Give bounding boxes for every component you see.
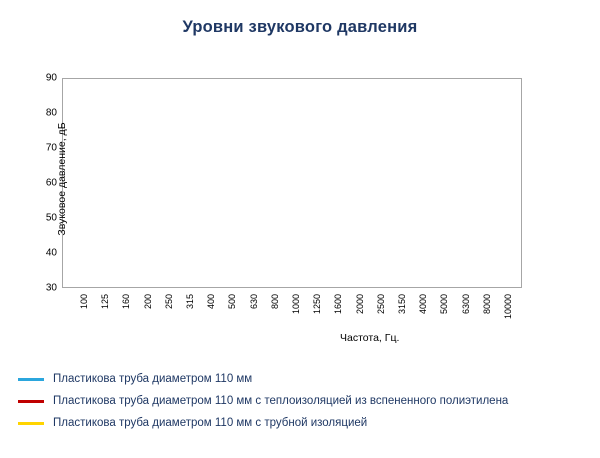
y-axis-label: Звуковое давление, дБ [56,122,68,236]
legend-item-label: Пластикова труба диаметром 110 мм с теплоизоляцией из вспененного полиэтилена [53,395,509,407]
x-tick-label: 1250 [312,294,323,315]
legend-item-label: Пластикова труба диаметром 110 мм [53,373,253,385]
x-tick-label: 4000 [418,294,429,315]
legend-color-swatch [18,378,44,381]
x-tick-label: 2000 [354,294,365,315]
x-axis-label: Частота, Гц. [340,332,400,344]
x-tick-label: 2500 [375,294,386,315]
legend-item[interactable] [18,412,593,434]
x-tick-label: 250 [163,294,174,310]
x-tick-label: 630 [248,294,259,310]
x-tick-label: 8000 [481,294,492,315]
y-tick-label: 50 [45,212,57,224]
y-tick-label: 80 [45,107,57,119]
x-tick-label: 1600 [333,294,344,315]
y-tick-label: 90 [45,72,57,84]
chart-legend [18,368,593,434]
x-tick-label: 800 [269,294,280,310]
x-tick-label: 10000 [503,294,513,320]
x-tick-label: 5000 [439,294,450,315]
x-tick-label: 6300 [460,294,471,315]
y-tick-label: 70 [45,142,57,154]
x-tick-label: 400 [206,294,217,310]
y-tick-label: 30 [45,282,57,294]
page-title: Уровни звукового давления [182,18,418,36]
x-tick-label: 1000 [291,294,301,315]
legend-item[interactable] [18,390,593,412]
x-tick-label: 500 [227,294,238,310]
x-tick-label: 200 [142,294,153,310]
x-tick-label: 315 [185,294,195,310]
legend-item[interactable] [18,368,593,390]
x-tick-label: 125 [100,294,111,310]
y-tick-label: 60 [45,177,57,189]
legend-color-swatch [18,400,44,403]
x-tick-label: 160 [121,294,132,310]
legend-color-swatch [18,422,44,425]
plot-area [45,72,522,320]
legend-item-label: Пластикова труба диаметром 110 мм с трубной изоляцией [53,417,368,429]
x-tick-label: 3150 [397,294,407,315]
y-tick-label: 40 [45,247,57,259]
x-tick-label: 100 [79,294,89,310]
plot-frame [62,78,522,288]
